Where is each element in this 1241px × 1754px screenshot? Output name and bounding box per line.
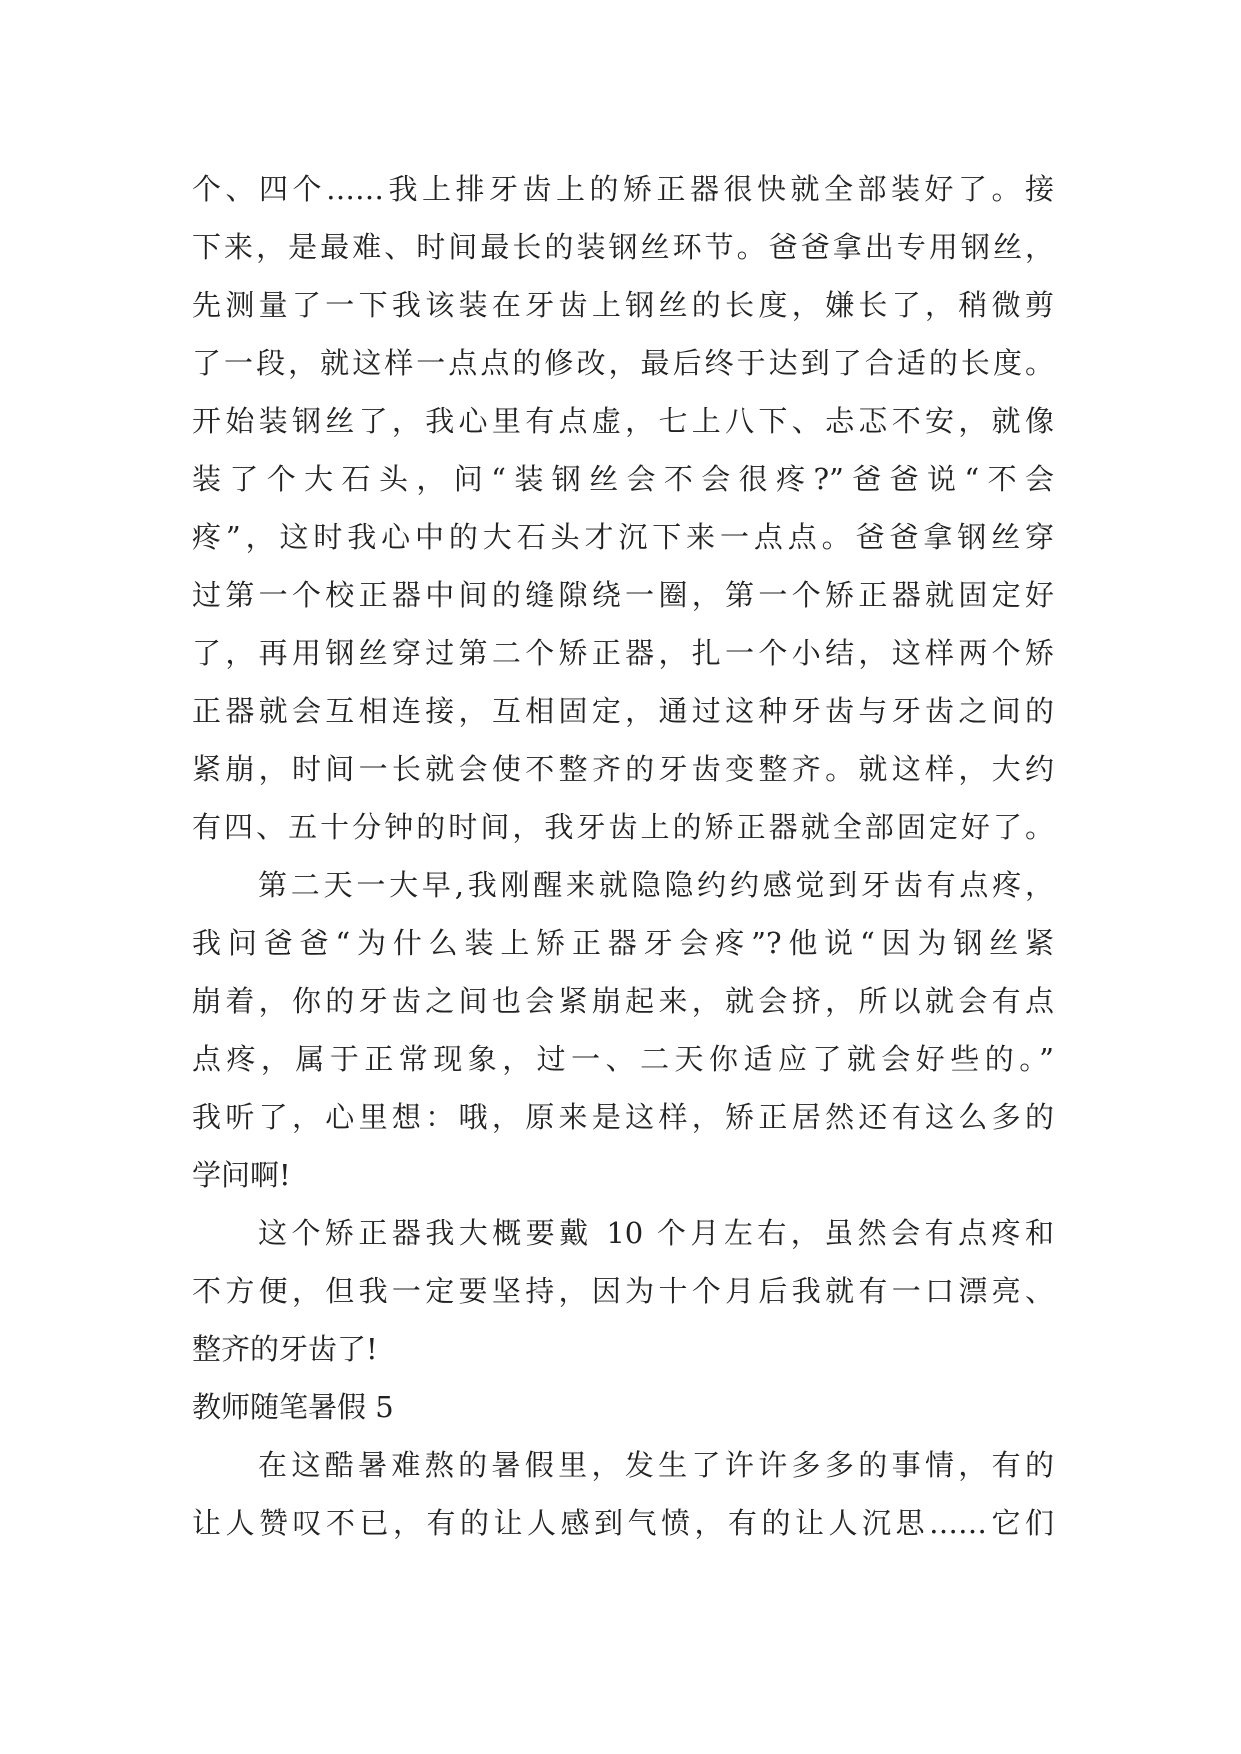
paragraph-4 (192, 1436, 1054, 1552)
text-line: 让人赞叹不已，有的让人感到气愤，有的让人沉思……它们 (192, 1506, 1054, 1540)
text-line: 疼”，这时我心中的大石头才沉下来一点点。爸爸拿钢丝穿 (192, 520, 1054, 554)
section-heading: 教师随笔暑假 5 (192, 1390, 394, 1424)
text-line: 先测量了一下我该装在牙齿上钢丝的长度，嫌长了，稍微剪 (192, 288, 1054, 322)
text-line: 过第一个校正器中间的缝隙绕一圈，第一个矫正器就固定好 (192, 578, 1054, 612)
document-body (192, 160, 1054, 1552)
text-line: 装了个大石头，问“装钢丝会不会很疼?”爸爸说“不会 (192, 462, 1054, 496)
text-line: 个、四个……我上排牙齿上的矫正器很快就全部装好了。接 (192, 172, 1054, 206)
text-line: 我听了，心里想：哦，原来是这样，矫正居然还有这么多的 (192, 1100, 1054, 1134)
text-line: 不方便，但我一定要坚持，因为十个月后我就有一口漂亮、 (192, 1274, 1054, 1308)
paragraph-3 (192, 1204, 1054, 1378)
paragraph-1 (192, 160, 1054, 856)
text-line: 学问啊! (192, 1158, 291, 1192)
text-line: 这个矫正器我大概要戴 10 个月左右，虽然会有点疼和 (258, 1216, 1054, 1250)
text-line: 了一段，就这样一点点的修改，最后终于达到了合适的长度。 (192, 346, 1054, 380)
text-line: 下来，是最难、时间最长的装钢丝环节。爸爸拿出专用钢丝， (192, 230, 1054, 264)
text-line: 整齐的牙齿了! (192, 1332, 378, 1366)
text-line: 紧崩，时间一长就会使不整齐的牙齿变整齐。就这样，大约 (192, 752, 1054, 786)
text-line: 我问爸爸“为什么装上矫正器牙会疼”?他说“因为钢丝紧 (192, 926, 1054, 960)
text-line: 点疼，属于正常现象，过一、二天你适应了就会好些的。” (192, 1042, 1054, 1076)
text-line: 有四、五十分钟的时间，我牙齿上的矫正器就全部固定好了。 (192, 810, 1054, 844)
text-line: 崩着，你的牙齿之间也会紧崩起来，就会挤，所以就会有点 (192, 984, 1054, 1018)
text-line: 正器就会互相连接，互相固定，通过这种牙齿与牙齿之间的 (192, 694, 1054, 728)
text-line: 了，再用钢丝穿过第二个矫正器，扎一个小结，这样两个矫 (192, 636, 1054, 670)
text-line: 第二天一大早,我刚醒来就隐隐约约感觉到牙齿有点疼， (258, 868, 1054, 902)
text-line: 开始装钢丝了，我心里有点虚，七上八下、忐忑不安，就像 (192, 404, 1054, 438)
text-line: 在这酷暑难熬的暑假里，发生了许许多多的事情，有的 (258, 1448, 1054, 1482)
paragraph-2 (192, 856, 1054, 1204)
